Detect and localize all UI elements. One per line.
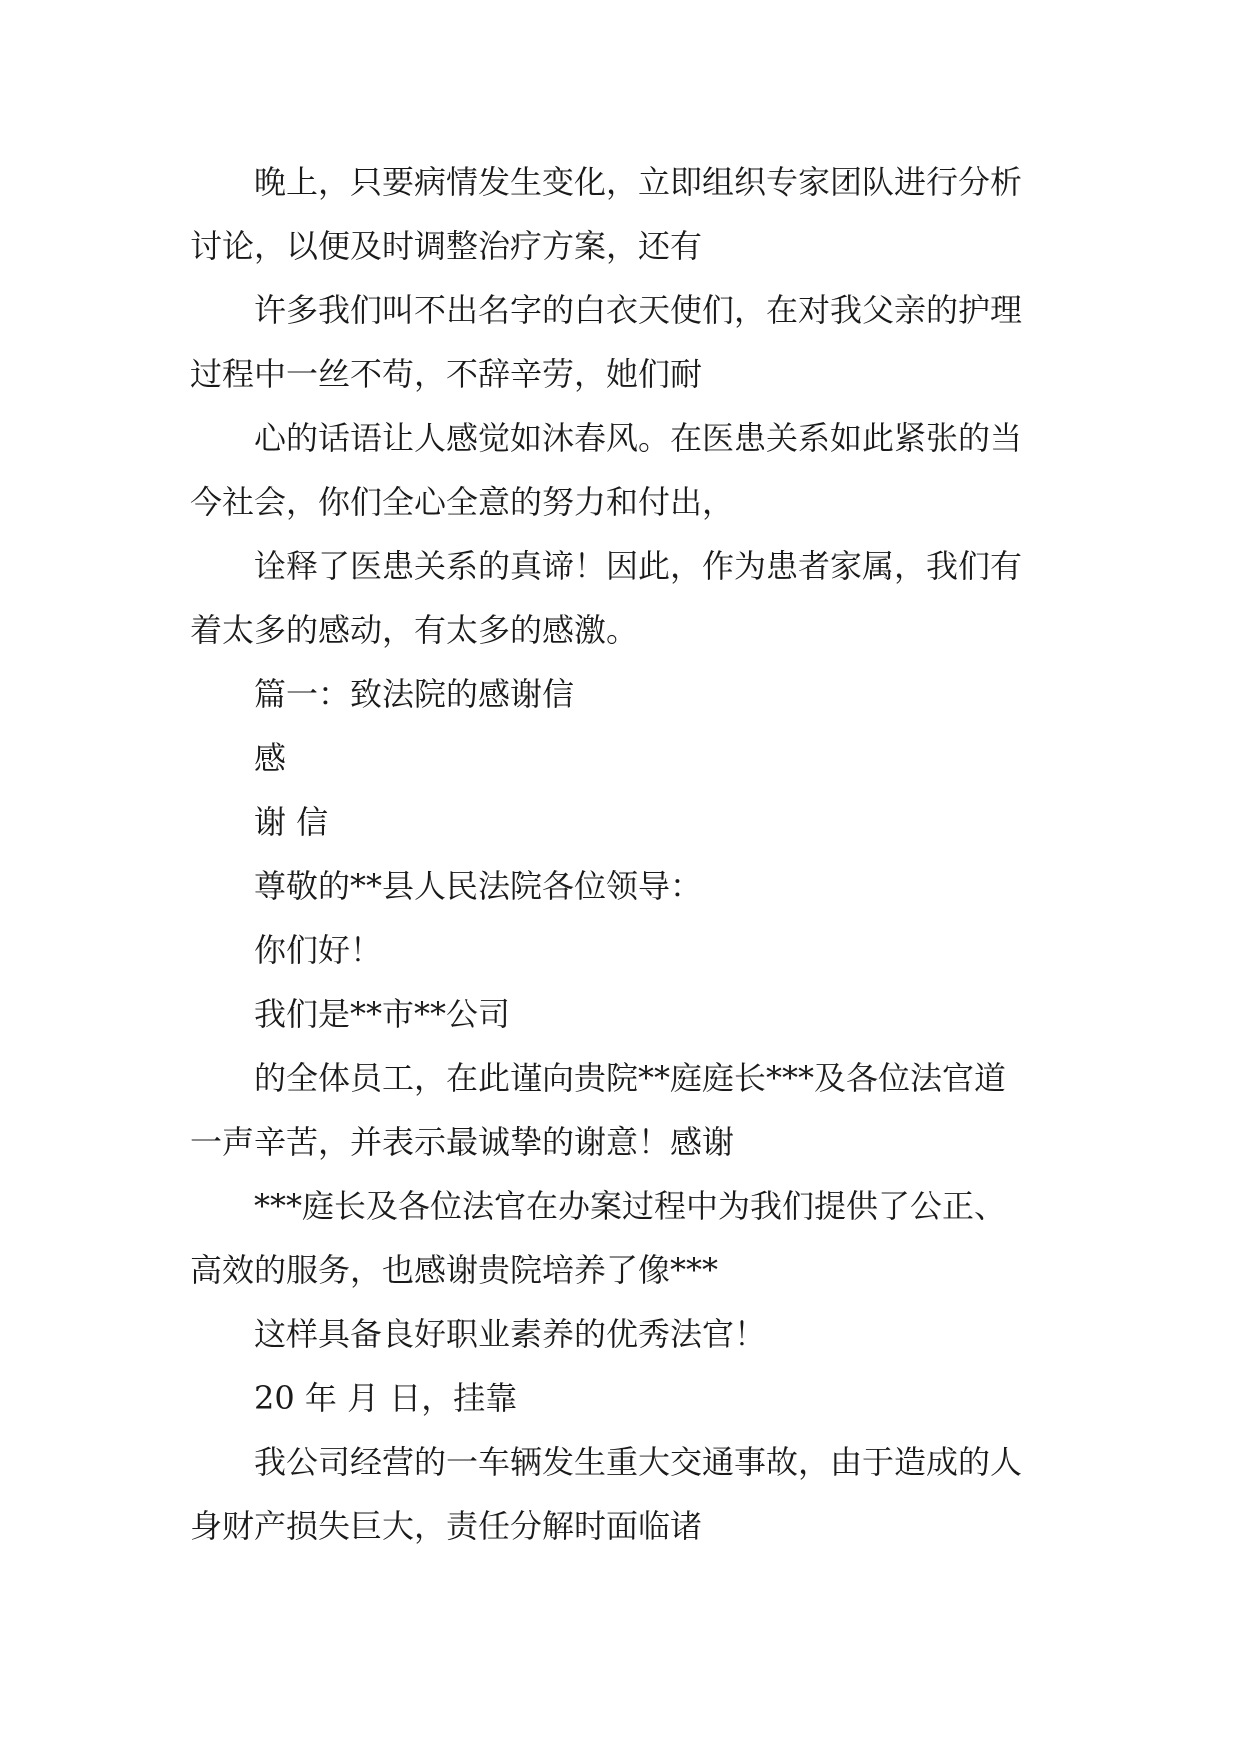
letter-title-part-1: 感 [254,739,287,777]
text-line: 这样具备良好职业素养的优秀法官！ [254,1315,767,1353]
text-line: 的全体员工，在此谨向贵院**庭庭长***及各位法官道 [254,1059,1007,1097]
text-line: 许多我们叫不出名字的白衣天使们，在对我父亲的护理 [254,291,1023,329]
greeting: 你们好！ [254,931,383,969]
text-line: 晚上，只要病情发生变化，立即组织专家团队进行分析 [254,163,1023,201]
text-line: 着太多的感动，有太多的感激。 [190,611,639,649]
text-line: 讨论，以便及时调整治疗方案，还有 [190,227,703,265]
section-heading: 篇一：致法院的感谢信 [254,675,575,713]
text-line: 一声辛苦，并表示最诚挚的谢意！感谢 [190,1123,735,1161]
text-line: 我公司经营的一车辆发生重大交通事故，由于造成的人 [254,1443,1023,1481]
text-line: 高效的服务，也感谢贵院培养了像*** [190,1251,719,1289]
salutation: 尊敬的**县人民法院各位领导： [254,867,703,905]
document-body [190,150,1060,1558]
text-line: 今社会，你们全心全意的努力和付出， [190,483,735,521]
letter-title-part-2: 谢 信 [254,803,329,841]
text-line: 心的话语让人感觉如沐春风。在医患关系如此紧张的当 [254,419,1023,457]
text-line: 诠释了医患关系的真谛！因此，作为患者家属，我们有 [254,547,1023,585]
text-line: 我们是**市**公司 [254,995,511,1033]
text-line: 20 年 月 日，挂靠 [254,1379,518,1417]
text-line: 过程中一丝不苟，不辞辛劳，她们耐 [190,355,703,393]
text-line: 身财产损失巨大，责任分解时面临诸 [190,1507,703,1545]
text-line: ***庭长及各位法官在办案过程中为我们提供了公正、 [254,1187,1007,1225]
